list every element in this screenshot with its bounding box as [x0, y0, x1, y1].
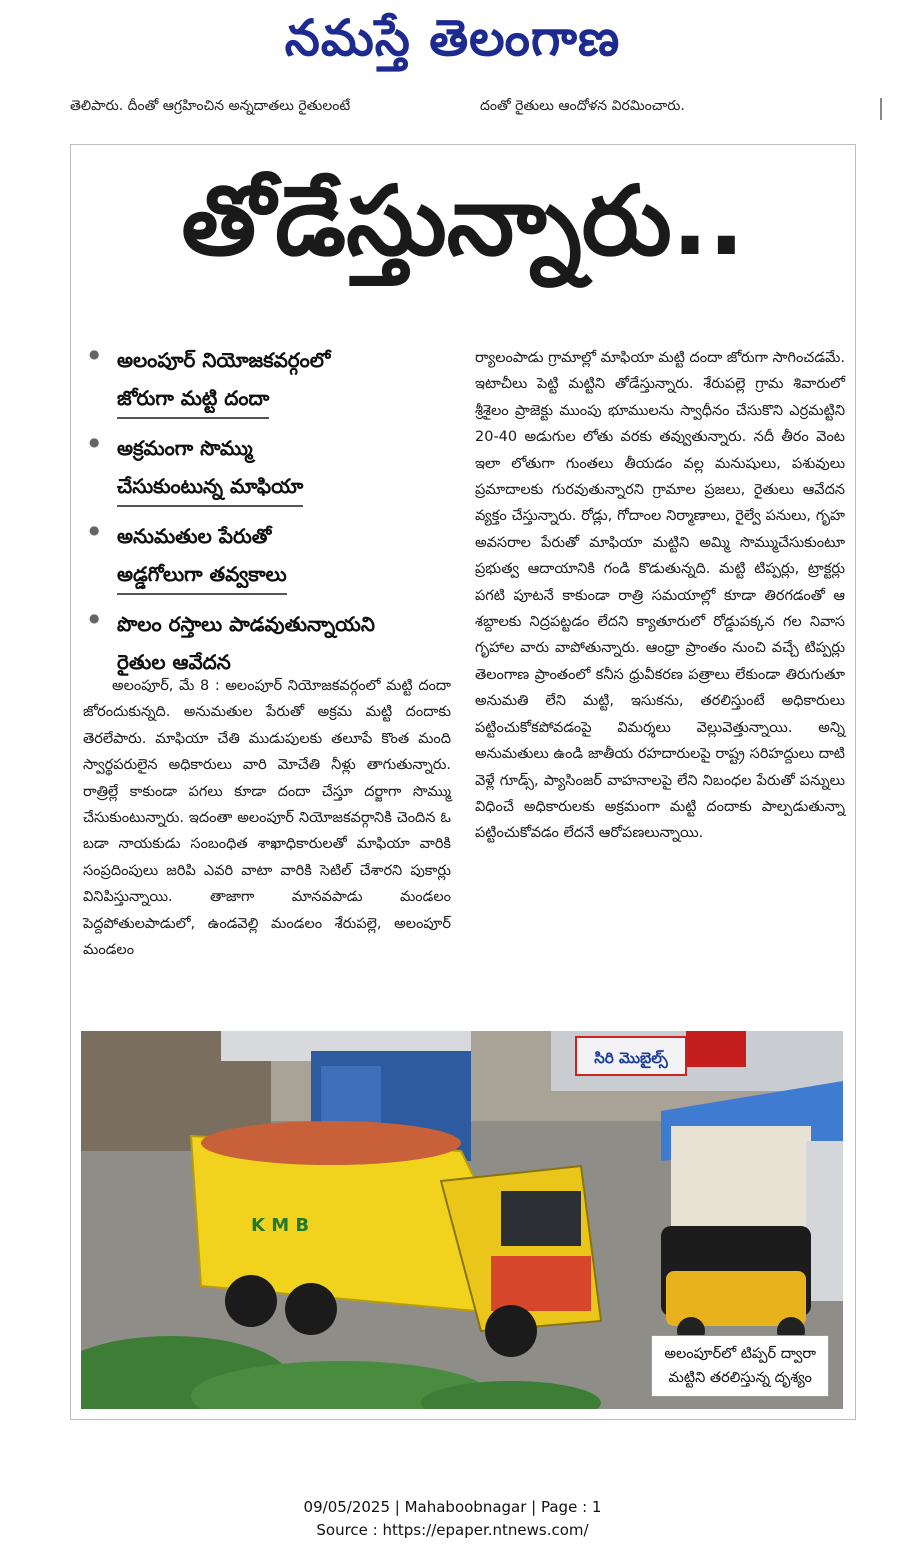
- highlights-list: [83, 341, 463, 691]
- shop-sign-text: సిరి మొబైల్స్: [594, 1049, 668, 1067]
- article-paragraph: ర్యాలంపాడు గ్రామాల్లో మాఫియా మట్టి దందా జోరుగా సాగించడమే. ఇటాచీలు పెట్టి మట్టిని తోడేస్తున్నారు. శేరుపల్లె గ్రామ శివారులో శ్రీశైలం ప్రాజెక్టు ముంపు భూములను స్వాధీనం చేసుకొని ఎర్రమట్టిని 20-40 అడుగుల లోతు వరకు తవ్వుతున్నారు. నదీ తీరం వెంట ఇలా లోతుగా గుంతలు తీయడం వల్ల మనుషులు, పశువులు ప్రమాదాలకు గురవుతున్నారని గ్రామాల ప్రజలు, రైతులు ఆవేదన వ్యక్తం చేస్తున్నారు. రోడ్లు, గోదాంల నిర్మాణాలు, రైల్వే పనులు, గృహ అవసరాల పేరుతో మాఫియా మట్టిని అమ్మి సొమ్ముచేసుకుంటూ ప్రభుత్వ ఆదాయానికి గండి కొడుతున్నది. మట్టి టిప్పర్లు, ట్రాక్టర్లు పగటి పూటనే కాకుండా రాత్రి సమయాల్లో కూడా తిరగడంతో ఆ శబ్దాలకు నిద్రపట్టడం లేదని క్యాతూరులో రోడ్డుపక్కన గల నివాస గృహాల వారు వాపోతున్నారు. ఆంధ్రా ప్రాంతం నుంచి వచ్చే టిప్పర్లు తెలంగాణ ప్రాంతంలో కనీస ధ్రువీకరణ పత్రాలు లేకుండా తిరుగుతూ అనుమతి లేని మట్టి, ఇసుకను, తరలిస్తుంటే అధికారులు పట్టించుకోకపోవడంపై విమర్శలు వెల్లువెత్తున్నాయి. అన్ని అనుమతులు ఉండి జాతీయ రహదారులపై రాష్ట్ర సరిహద్దులు దాటి వెళ్లే గూడ్స్, ప్యాసింజర్ వాహనాలపై లేని నిబంధల పేరుతో పన్నులు విధించే అధికారులకు అక్రమంగా మట్టి దందాకు పాల్పడుతున్నా పట్టించుకోవడం లేదనే ఆరోపణలున్నాయి.: [475, 350, 845, 842]
- truck-lettering: K M B: [251, 1215, 310, 1236]
- highlight-line: ● పొలం రస్తాలు పాడవుతున్నాయని: [117, 612, 375, 636]
- news-article: [70, 144, 856, 1420]
- source-link[interactable]: Source : https://epaper.ntnews.com/: [316, 1521, 589, 1539]
- highlight-item: [83, 429, 463, 507]
- caption-line: అలంపూర్‌లో టిప్పర్ ద్వారా: [664, 1346, 816, 1362]
- article-headline: తోడేస్తున్నారు..: [181, 165, 745, 277]
- highlight-item: [83, 605, 463, 681]
- previous-article-snippet-right: దంతో రైతులు ఆందోళన విరమించారు.: [480, 98, 685, 114]
- column-rule: [880, 98, 882, 120]
- page-meta: 09/05/2025 | Mahaboobnagar | Page : 1: [303, 1498, 602, 1516]
- article-paragraph: అలంపూర్, మే 8 : అలంపూర్ నియోజకవర్గంలో మట్టి దందా జోరందుకున్నది. అనుమతుల పేరుతో అక్రమ మట్టి దందాకు తెరలేపారు. మాఫియా చేతి ముడుపులకు తలూపే కొంత మంది స్వార్థపరులైన అధికారులు వారి మోచేతి నీళ్లు తాగుతున్నారు. రాత్రిల్లే కాకుండా పగలు కూడా దందా చేస్తూ దర్జాగా సొమ్ము చేసుకుంటున్నారు. ఇదంతా అలంపూర్ నియోజకవర్గానికి చెందిన ఓ బడా నాయకుడు సంబంధిత శాఖాధికారులతో మాఫియా వారికి సంప్రదింపులు జరిపి ఎవరి వాటా వారికి సెటిల్ చేశారని పుకార్లు వినిపిస్తున్నాయి. తాజాగా మానవపాడు మండలం పెద్దపోతులపాడులో, ఉండవెల్లి మండలం శేరుపల్లె, అలంపూర్ మండలం: [83, 678, 451, 959]
- highlight-line: ● అక్రమంగా సొమ్ము: [117, 436, 253, 460]
- highlight-line: అడ్డగోలుగా తవ్వకాలు: [117, 555, 287, 595]
- news-photo: [81, 1031, 843, 1409]
- highlight-line: ● అనుమతుల పేరుతో: [117, 524, 272, 548]
- article-body-right-column: [475, 345, 845, 847]
- highlight-item: [83, 341, 463, 419]
- highlight-line: చేసుకుంటున్న మాఫియా: [117, 467, 303, 507]
- highlight-line: రైతుల ఆవేదన: [117, 650, 231, 674]
- photo-caption: [651, 1335, 829, 1397]
- caption-line: మట్టిని తరలిస్తున్న దృశ్యం: [668, 1370, 812, 1386]
- highlight-line: జోరుగా మట్టి దందా: [117, 379, 269, 419]
- previous-article-snippet-left: తెలిపారు. దీంతో ఆగ్రహించిన అన్నదాతలు రైతులంటే: [70, 98, 351, 114]
- highlight-item: [83, 517, 463, 595]
- newspaper-masthead: నమస్తే తెలంగాణ: [284, 8, 621, 67]
- highlight-line: ● అలంపూర్ నియోజకవర్గంలో: [117, 348, 331, 372]
- article-body-left-column: [83, 673, 451, 963]
